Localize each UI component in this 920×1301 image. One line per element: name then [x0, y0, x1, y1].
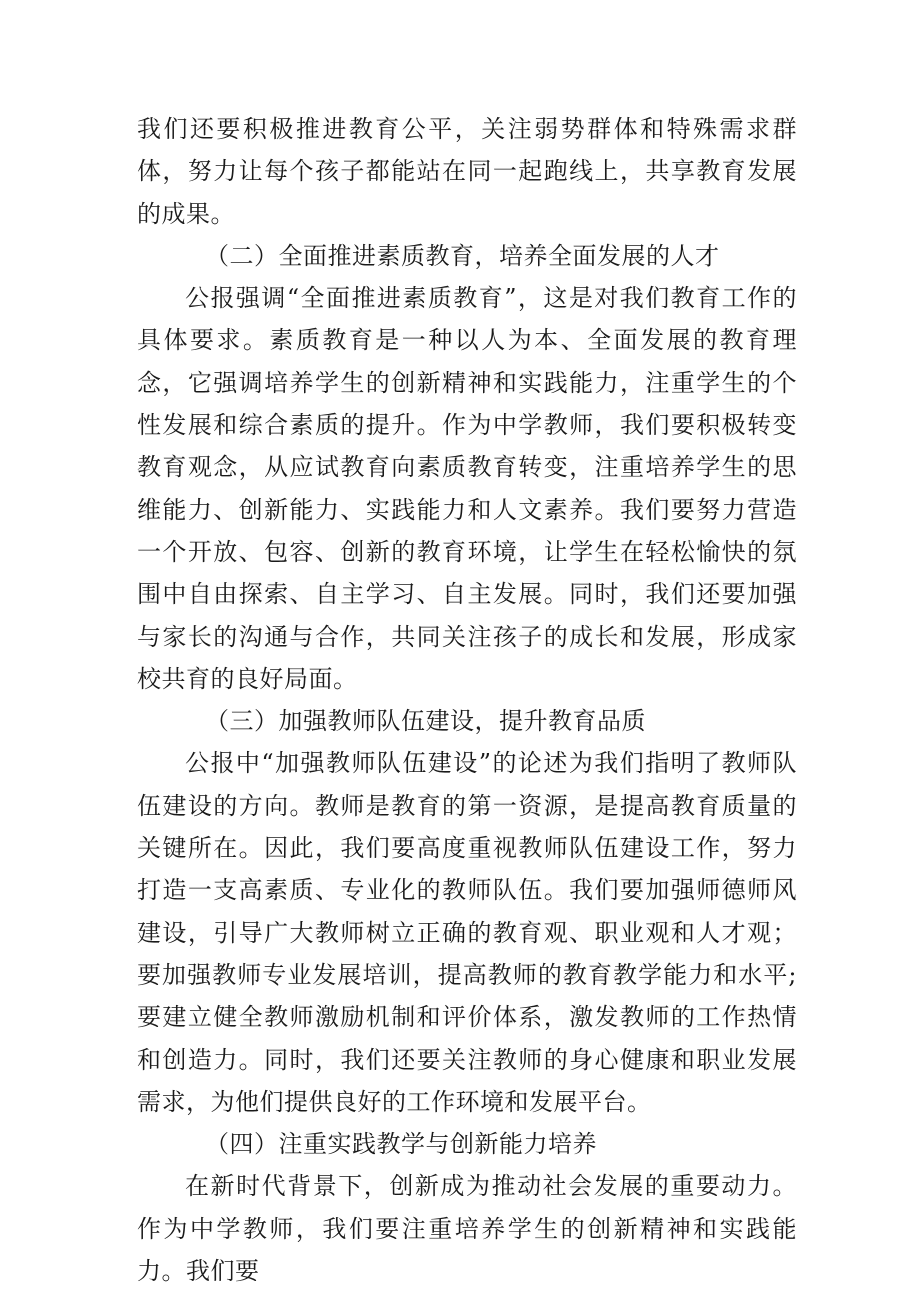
paragraph-teacher-team: 公报中“加强教师队伍建设”的论述为我们指明了教师队伍建设的方向。教师是教育的第一资源，是提高教育质量的关键所在。因此，我们要高度重视教师队伍建设工作，努力打造一支高素质、专业化的教师队伍。我们要加强师德师风建设，引导广大教师树立正确的教育观、职业观和人才观；要加强教师专业发展培训，提高教师的教育教学能力和水平;要建立健全教师激励机制和评价体系，激发教师的工作热情和创造力。同时，我们还要关注教师的身心健康和职业发展需求，为他们提供良好的工作环境和发展平台。 — [137, 749, 797, 1116]
section-heading-teacher-team: （三）加强教师队伍建设，提升教育品质 — [205, 707, 646, 736]
document-body — [137, 108, 797, 1292]
paragraph-quality-education: 公报强调“全面推进素质教育”，这是对我们教育工作的具体要求。素质教育是一种以人为本、全面发展的教育理念，它强调培养学生的创新精神和实践能力，注重学生的个性发展和综合素质的提升。作为中学教师，我们要积极转变教育观念，从应试教育向素质教育转变，注重培养学生的思维能力、创新能力、实践能力和人文素养。我们要努力营造一个开放、包容、创新的教育环境，让学生在轻松愉快的氛围中自由探索、自主学习、自主发展。同时，我们还要加强与家长的沟通与合作，共同关注孩子的成长和发展，形成家校共育的良好局面。 — [137, 284, 797, 693]
paragraph-practice-innovation: 在新时代背景下，创新成为推动社会发展的重要动力。作为中学教师，我们要注重培养学生的创新精神和实践能力。我们要 — [137, 1172, 797, 1286]
paragraph-equity-continued: 我们还要积极推进教育公平，关注弱势群体和特殊需求群体，努力让每个孩子都能站在同一起跑线上，共享教育发展的成果。 — [137, 115, 797, 228]
section-heading-quality-education: （二）全面推进素质教育，培养全面发展的人才 — [205, 241, 720, 270]
section-heading-practice-innovation: （四）注重实践教学与创新能力培养 — [205, 1130, 597, 1159]
